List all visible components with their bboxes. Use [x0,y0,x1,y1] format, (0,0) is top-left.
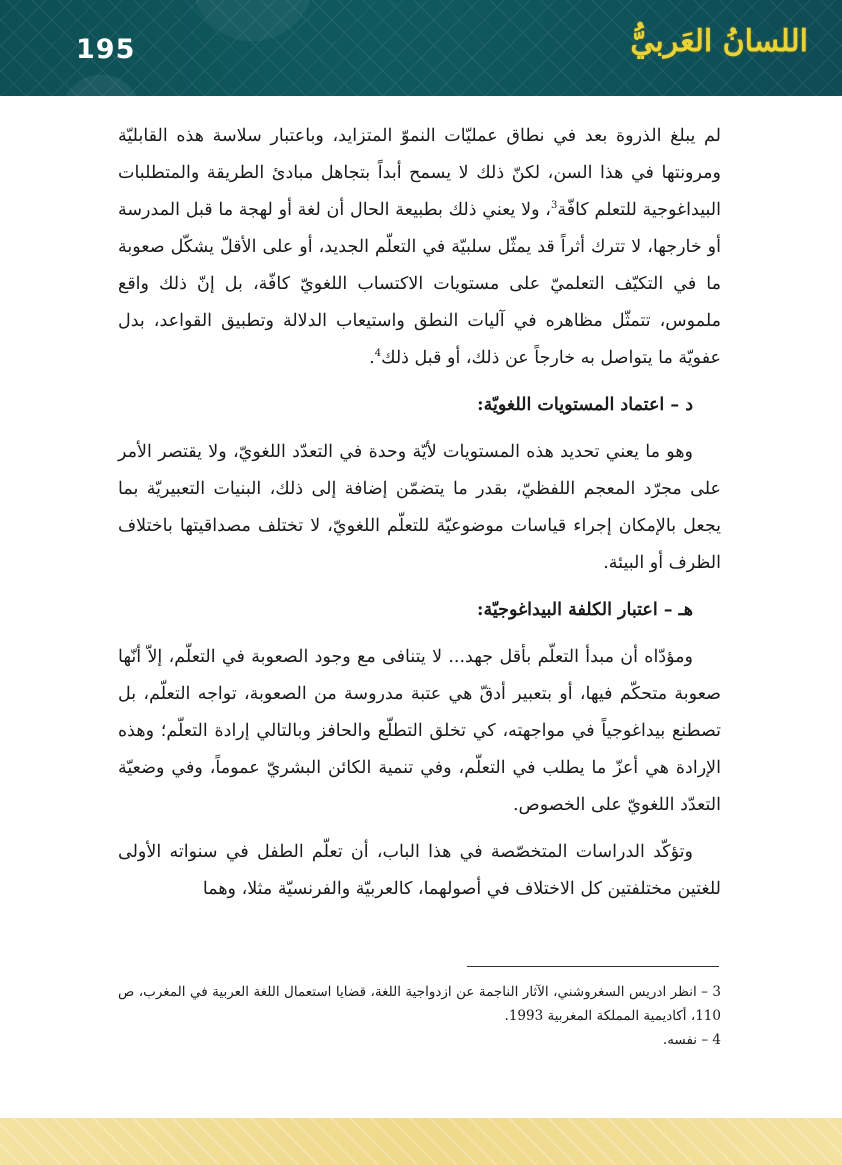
journal-logo: اللسانُ العَربيُّ [630,24,808,59]
main-text [118,118,721,918]
paragraph-3: ومؤدّاه أن مبدأ التعلّم بأقل جهد... لا يتنافى مع وجود الصعوبة في التعلّم، إلاّ أنّها صعوبة متحكّم فيها، أو بتعبير أدقّ هي عتبة مدروسة من الصعوبة، تواجه التعلّم، بل تصطنع بيداغوجياً في مواجهته، كي تخلق التطلّع والحافز وبالتالي إرادة التعلّم؛ وهذه الإرادة هي أعزّ ما يطلب في التعلّم، وفي تنمية الكائن البشريّ عموماً، وفي وضعيّة التعدّد اللغويّ على الخصوص. [118,647,721,815]
footnote-divider [467,966,719,967]
section-heading-h: هـ – اعتبار الكلفة البيداغوجيّة: [477,600,693,620]
footnote-ref-3[interactable]: 3 [550,200,558,212]
page-header [0,0,842,96]
section-heading-d: د – اعتماد المستويات اللغويّة: [477,395,693,415]
paragraph-2: وهو ما يعني تحديد هذه المستويات لأيّة وحدة في التعدّد اللغويّ، ولا يقتصر الأمر على مجرّد المعجم اللفظيّ، بقدر ما يتضمّن إضافة إلى ذلك، البنيات التعبيريّة بما يجعل بالإمكان إجراء قياسات موضوعيّة للتعلّم اللغويّ، لا تختلف مصداقيتها باختلاف الظرف أو البيئة. [118,442,721,573]
page-footer [0,1118,842,1165]
footnotes [118,980,721,1052]
page-number: 195 [76,34,136,65]
footnote-ref-4[interactable]: 4 [374,348,382,360]
footnote-4: 4 – نفسه. [662,1032,721,1048]
paragraph-4: وتؤكّد الدراسات المتخصّصة في هذا الباب، أن تعلّم الطفل في سنواته الأولى للغتين مختلفتين كل الاختلاف في أصولهما، كالعربيّة والفرنسيّة مثلا، وهما [118,842,721,899]
footnote-3: 3 – انظر ادريس السغروشني، الآثار الناجمة عن ازدواجية اللغة، قضايا استعمال اللغة العربية في المغرب، ص 110، أكاديمية المملكة المغربية 1993. [118,984,721,1024]
paragraph-1: لم يبلغ الذروة بعد في نطاق عمليّات النموّ المتزايد، وباعتبار سلاسة هذه القابليّة ومرونتها في هذا السن، لكنّ ذلك لا يسمح أبداً بتجاهل مبادئ الطريقة والمتطلبات البيداغوجية للتعلم كافّة$^3$، ولا يعني ذلك بطبيعة الحال أن لغة أو لهجة ما قبل المدرسة أو خارجها، لا تترك أثراً قد يمثّل سلبيّة في التعلّم الجديد، أو على الأقلّ يشكّل صعوبة ما في التكيّف التعلميّ على مستويات الاكتساب اللغويّ كافّة، بل إنّ ذلك واقع ملموس، تتمثّل مظاهره في آليات النطق واستيعاب الدلالة وتطبيق القواعد، بدل عفويّة ما يتواصل به خارجاً عن ذلك، أو قبل ذلك$^4$. [118,126,721,368]
